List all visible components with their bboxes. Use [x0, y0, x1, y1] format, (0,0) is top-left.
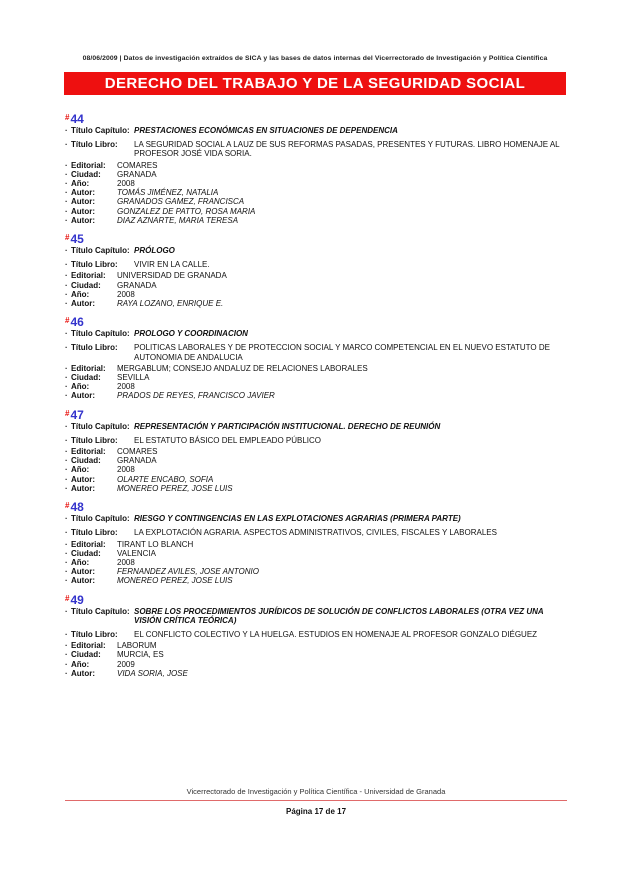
bullet-icon: · — [65, 179, 68, 189]
field-value: 2008 — [117, 289, 135, 299]
bullet-icon: · — [65, 391, 68, 401]
field-value: TIRANT LO BLANCH — [117, 539, 194, 549]
field-value: 2008 — [117, 382, 135, 392]
field-row — [65, 281, 567, 290]
field-value: 2009 — [117, 659, 135, 669]
bullet-icon: · — [65, 514, 68, 524]
field-row — [65, 290, 567, 299]
field-row — [65, 207, 567, 216]
bullet-icon: · — [65, 659, 68, 669]
bullet-icon: · — [65, 650, 68, 660]
entry-number-value: 46 — [70, 315, 84, 330]
field-row — [65, 373, 567, 382]
field-value: PRADOS DE REYES, FRANCISCO JAVIER — [117, 391, 275, 401]
field-row — [65, 271, 567, 280]
bullet-icon: · — [65, 435, 68, 445]
bullet-icon: · — [65, 474, 68, 484]
field-row — [65, 188, 567, 197]
field-row — [65, 528, 567, 537]
field-row — [65, 246, 567, 255]
field-value: RAYA LOZANO, ENRIQUE E. — [117, 299, 224, 309]
field-value: GRANADA — [117, 456, 157, 466]
field-row — [65, 456, 567, 465]
field-row — [65, 669, 567, 678]
bullet-icon: · — [65, 557, 68, 567]
field-label: Ciudad: — [71, 373, 101, 383]
field-label: Editorial: — [71, 539, 106, 549]
bullet-icon: · — [65, 197, 68, 207]
entry-fields — [65, 246, 567, 308]
field-row — [65, 447, 567, 456]
bullet-icon: · — [65, 126, 68, 135]
field-label: Autor: — [71, 299, 95, 309]
page-number: Página 17 de 17 — [285, 807, 347, 816]
field-value: MONEREO PEREZ, JOSE LUIS — [117, 483, 233, 493]
field-label: Ciudad: — [71, 548, 101, 558]
section-title-banner: DERECHO DEL TRABAJO Y DE LA SEGURIDAD SOCIAL — [64, 72, 566, 95]
field-row — [65, 607, 567, 625]
footer-divider — [65, 800, 567, 801]
field-label: Editorial: — [71, 363, 106, 373]
field-label: Autor: — [71, 576, 95, 586]
bullet-icon: · — [65, 343, 68, 353]
bibliography-entry — [65, 593, 567, 678]
field-value: 2008 — [117, 557, 135, 567]
field-value: PRÓLOGO — [134, 246, 175, 256]
field-label: Autor: — [71, 206, 95, 216]
field-value: MONEREO PEREZ, JOSE LUIS — [117, 576, 233, 586]
entry-fields — [65, 514, 567, 585]
field-label: Título Libro: — [71, 140, 118, 150]
field-label: Año: — [71, 659, 90, 669]
hash-icon: # — [65, 408, 70, 418]
field-row — [65, 179, 567, 188]
field-row — [65, 567, 567, 576]
field-row — [65, 140, 567, 158]
hash-icon: # — [65, 233, 70, 243]
bullet-icon: · — [65, 373, 68, 383]
field-row — [65, 260, 567, 269]
field-value: POLITICAS LABORALES Y DE PROTECCION SOCIAL Y MARCO COMPETENCIAL EN EL NUEVO ESTATUTO DE AUTONOMIA DE ANDALUCIA — [134, 343, 550, 362]
field-label: Título Libro: — [71, 343, 118, 353]
field-row — [65, 630, 567, 639]
bullet-icon: · — [65, 528, 68, 538]
bullet-icon: · — [65, 483, 68, 493]
field-label: Autor: — [71, 188, 95, 198]
bullet-icon: · — [65, 465, 68, 475]
field-value: DIAZ AZNARTE, MARIA TERESA — [117, 215, 239, 225]
field-row — [65, 216, 567, 225]
field-value: RIESGO Y CONTINGENCIAS EN LAS EXPLOTACIONES AGRARIAS (PRIMERA PARTE) — [134, 514, 461, 524]
entry-fields — [65, 329, 567, 400]
field-value: LA EXPLOTACIÓN AGRARIA. ASPECTOS ADMINISTRATIVOS, CIVILES, FISCALES Y LABORALES — [134, 528, 497, 538]
entries-list — [65, 112, 567, 685]
entry-number — [65, 408, 567, 420]
field-label: Ciudad: — [71, 650, 101, 660]
entry-fields — [65, 607, 567, 678]
hash-icon: # — [65, 113, 70, 122]
field-label: Título Capítulo: — [71, 606, 130, 616]
field-value: FERNANDEZ AVILES, JOSE ANTONIO — [117, 567, 259, 577]
bullet-icon: · — [65, 447, 68, 457]
field-row — [65, 650, 567, 659]
field-label: Título Libro: — [71, 528, 118, 538]
field-row — [65, 197, 567, 206]
bullet-icon: · — [65, 382, 68, 392]
field-row — [65, 465, 567, 474]
field-label: Año: — [71, 382, 90, 392]
field-row — [65, 126, 567, 135]
field-row — [65, 422, 567, 431]
field-value: 2008 — [117, 465, 135, 475]
bibliography-entry — [65, 315, 567, 400]
bullet-icon: · — [65, 215, 68, 225]
field-row — [65, 382, 567, 391]
bullet-icon: · — [65, 169, 68, 179]
field-row — [65, 391, 567, 400]
field-value: COMARES — [117, 160, 158, 170]
field-label: Año: — [71, 179, 90, 189]
entry-number — [65, 500, 567, 515]
field-value: SOBRE LOS PROCEDIMIENTOS JURÍDICOS DE SOLUCIÓN DE CONFLICTOS LABORALES (OTRA VEZ UNA VISIÓN CRÍTICA TEÓRICA) — [134, 606, 544, 625]
entry-number — [65, 593, 567, 605]
entry-number-value: 49 — [70, 592, 84, 607]
field-label: Título Capítulo: — [71, 329, 130, 339]
field-row — [65, 161, 567, 170]
bullet-icon: · — [65, 668, 68, 678]
field-value: GRANADA — [117, 280, 157, 290]
bullet-icon: · — [65, 206, 68, 216]
field-row — [65, 660, 567, 669]
entry-number-value: 45 — [70, 232, 84, 247]
bibliography-entry — [65, 500, 567, 585]
field-value: VALENCIA — [117, 548, 156, 558]
entry-fields — [65, 422, 567, 493]
bullet-icon: · — [65, 576, 68, 586]
footer-institution: Vicerrectorado de Investigación y Política Científica - Universidad de Granada — [186, 787, 446, 796]
field-row — [65, 549, 567, 558]
field-row — [65, 484, 567, 493]
field-value: EL ESTATUTO BÁSICO DEL EMPLEADO PÚBLICO — [134, 435, 322, 445]
hash-icon: # — [65, 316, 70, 326]
entry-number-value: 44 — [70, 112, 84, 126]
bullet-icon: · — [65, 188, 68, 198]
entry-number — [65, 315, 567, 330]
bullet-icon: · — [65, 606, 68, 616]
field-value: PROLOGO Y COORDINACION — [134, 329, 248, 339]
field-row — [65, 436, 567, 445]
field-label: Título Libro: — [71, 629, 118, 639]
field-row — [65, 558, 567, 567]
field-value: LABORUM — [117, 641, 157, 651]
bullet-icon: · — [65, 641, 68, 651]
field-value: COMARES — [117, 447, 158, 457]
field-row — [65, 170, 567, 179]
field-label: Título Capítulo: — [71, 126, 130, 135]
field-value: VIDA SORIA, JOSE — [117, 668, 188, 678]
field-row — [65, 364, 567, 373]
field-label: Título Libro: — [71, 260, 118, 270]
bullet-icon: · — [65, 140, 68, 150]
hash-icon: # — [65, 501, 70, 511]
field-label: Título Capítulo: — [71, 421, 130, 431]
field-row — [65, 576, 567, 585]
field-value: REPRESENTACIÓN Y PARTICIPACIÓN INSTITUCIONAL. DERECHO DE REUNIÓN — [134, 421, 441, 431]
field-label: Autor: — [71, 197, 95, 207]
field-value: TOMÁS JIMÉNEZ, NATALIA — [117, 188, 219, 198]
field-label: Autor: — [71, 483, 95, 493]
entry-number — [65, 232, 567, 247]
entry-fields — [65, 126, 567, 225]
field-label: Editorial: — [71, 641, 106, 651]
hash-icon: # — [65, 593, 70, 603]
bullet-icon: · — [65, 539, 68, 549]
bullet-icon: · — [65, 160, 68, 170]
bullet-icon: · — [65, 246, 68, 256]
field-label: Ciudad: — [71, 169, 101, 179]
bullet-icon: · — [65, 289, 68, 299]
field-label: Título Capítulo: — [71, 514, 130, 524]
field-row — [65, 475, 567, 484]
bibliography-entry — [65, 408, 567, 493]
field-label: Título Libro: — [71, 435, 118, 445]
field-value: VIVIR EN LA CALLE. — [134, 260, 210, 270]
entry-number-value: 48 — [70, 500, 84, 515]
field-label: Autor: — [71, 215, 95, 225]
field-label: Autor: — [71, 668, 95, 678]
bullet-icon: · — [65, 329, 68, 339]
bullet-icon: · — [65, 299, 68, 309]
field-row — [65, 641, 567, 650]
field-value: 2008 — [117, 179, 135, 189]
field-row — [65, 514, 567, 523]
field-label: Año: — [71, 557, 90, 567]
field-value: LA SEGURIDAD SOCIAL A LAUZ DE SUS REFORMAS PASADAS, PRESENTES Y FUTURAS. LIBRO HOMENAJE AL PROFESOR JOSÉ VIDA SORIA. — [134, 140, 560, 159]
field-row — [65, 329, 567, 338]
bullet-icon: · — [65, 421, 68, 431]
field-label: Ciudad: — [71, 456, 101, 466]
field-label: Editorial: — [71, 271, 106, 281]
bullet-icon: · — [65, 280, 68, 290]
field-row — [65, 540, 567, 549]
field-value: EL CONFLICTO COLECTIVO Y LA HUELGA. ESTUDIOS EN HOMENAJE AL PROFESOR GONZALO DIÉGUEZ — [134, 629, 538, 639]
page-footer — [65, 787, 567, 816]
field-label: Autor: — [71, 474, 95, 484]
field-label: Editorial: — [71, 160, 106, 170]
field-row — [65, 299, 567, 308]
field-value: SEVILLA — [117, 373, 150, 383]
bullet-icon: · — [65, 567, 68, 577]
field-value: UNIVERSIDAD DE GRANADA — [117, 271, 227, 281]
field-label: Ciudad: — [71, 280, 101, 290]
bibliography-entry — [65, 232, 567, 308]
field-label: Título Capítulo: — [71, 246, 130, 256]
field-value: GRANADA — [117, 169, 157, 179]
field-value: GRANADOS GAMEZ, FRANCISCA — [117, 197, 245, 207]
report-meta: 08/06/2009 | Datos de investigación extraídos de SICA y las bases de datos internas del Vicerrectorado de Investigación y Política Científica — [82, 55, 548, 62]
field-value: OLARTE ENCABO, SOFIA — [117, 474, 214, 484]
field-value: PRESTACIONES ECONÓMICAS EN SITUACIONES DE DEPENDENCIA — [134, 126, 398, 135]
entry-number — [65, 112, 567, 124]
field-value: MERGABLUM; CONSEJO ANDALUZ DE RELACIONES LABORALES — [117, 363, 368, 373]
field-label: Editorial: — [71, 447, 106, 457]
field-label: Autor: — [71, 391, 95, 401]
field-row — [65, 343, 567, 361]
bullet-icon: · — [65, 363, 68, 373]
field-value: GONZALEZ DE PATTO, ROSA MARIA — [117, 206, 256, 216]
field-value: MURCIA, ES — [117, 650, 164, 660]
bullet-icon: · — [65, 260, 68, 270]
bullet-icon: · — [65, 548, 68, 558]
field-label: Año: — [71, 465, 90, 475]
bullet-icon: · — [65, 456, 68, 466]
bullet-icon: · — [65, 629, 68, 639]
field-label: Año: — [71, 289, 90, 299]
entry-number-value: 47 — [70, 407, 84, 422]
field-label: Autor: — [71, 567, 95, 577]
bibliography-entry — [65, 112, 567, 225]
bullet-icon: · — [65, 271, 68, 281]
